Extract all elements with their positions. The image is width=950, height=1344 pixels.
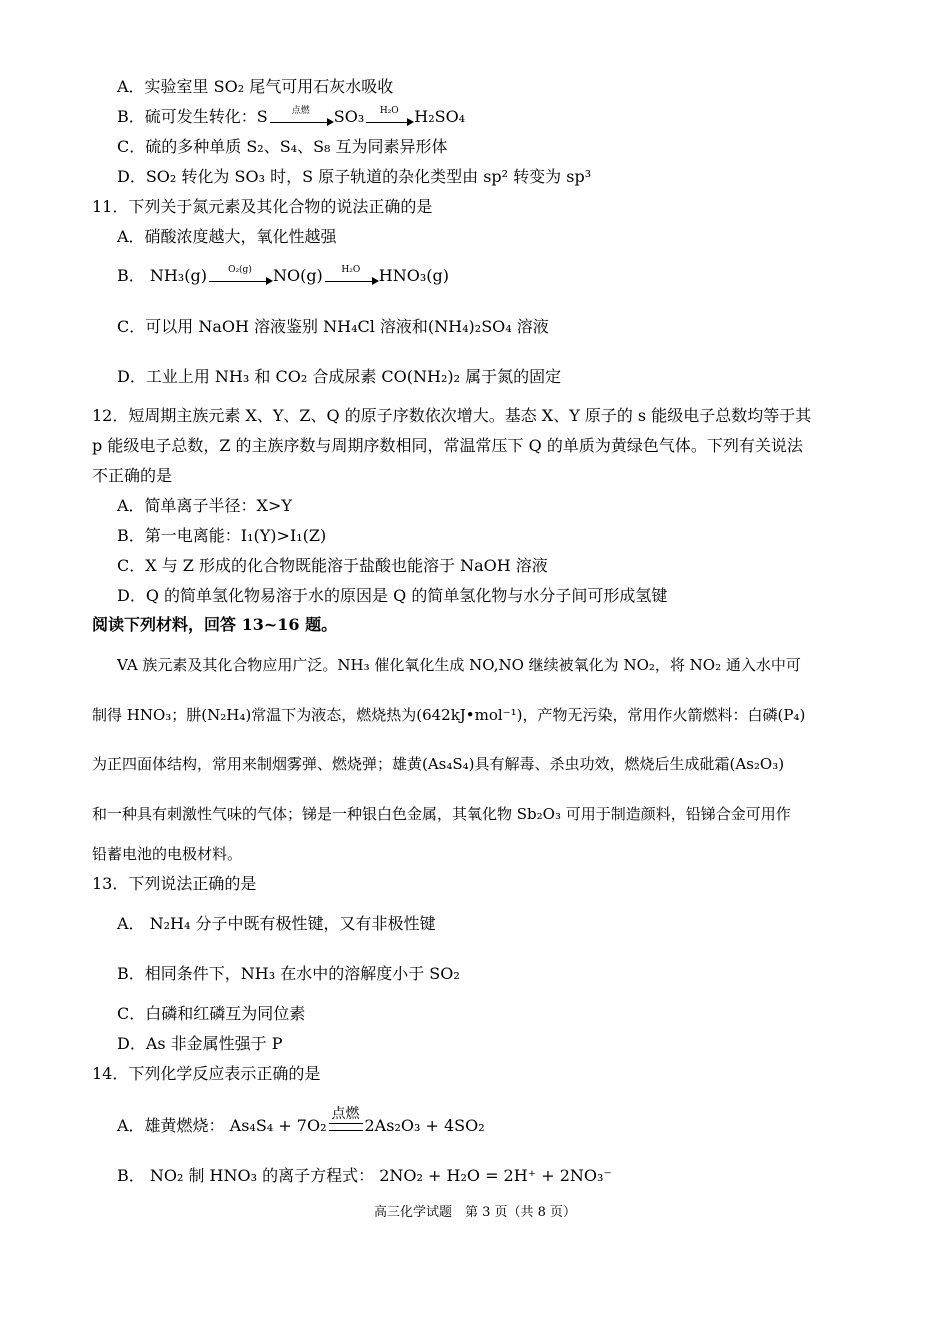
q14-a-prefix: A．雄黄燃烧： As₄S₄ + 7O₂ <box>117 1116 327 1135</box>
q12-option-c: C．X 与 Z 形成的化合物既能溶于盐酸也能溶于 NaOH 溶液 <box>117 556 548 575</box>
arrow-condition: O₂(g) <box>228 265 252 275</box>
q12-option-d: D．Q 的简单氢化物易溶于水的原因是 Q 的简单氢化物与水分子间可形成氢键 <box>117 586 668 605</box>
q11-option-d: D．工业上用 NH₃ 和 CO₂ 合成尿素 CO(NH₂)₂ 属于氮的固定 <box>117 367 562 386</box>
q11-b-prefix: B． NH₃(g) <box>117 266 207 285</box>
q13-stem: 13．下列说法正确的是 <box>92 874 257 893</box>
q11-b-end: HNO₃(g) <box>378 266 450 285</box>
q14-option-b: B． NO₂ 制 HNO₃ 的离子方程式： 2NO₂ + H₂O = 2H⁺ + 2NO₃⁻ <box>117 1166 612 1185</box>
reaction-arrow <box>325 265 377 282</box>
arrow-condition: 点燃 <box>331 1105 360 1122</box>
q14-option-a <box>117 1105 485 1137</box>
q13-option-c: C．白磷和红磷互为同位素 <box>117 1004 306 1023</box>
q14-a-end: 2As₂O₃ + 4SO₂ <box>364 1116 485 1135</box>
reaction-arrow <box>366 106 412 123</box>
reading-paragraph-line: 铅蓄电池的电极材料。 <box>92 845 243 863</box>
q10-option-a: A．实验室里 SO₂ 尾气可用石灰水吸收 <box>117 77 394 96</box>
reading-paragraph-line: 和一种具有刺激性气味的气体；锑是一种银白色金属，其氧化物 Sb₂O₃ 可用于制造颜料，铅锑合金可用作 <box>92 805 791 823</box>
q10-b-mid: SO₃ <box>333 107 365 126</box>
q11-option-c: C．可以用 NaOH 溶液鉴别 NH₄Cl 溶液和(NH₄)₂SO₄ 溶液 <box>117 317 549 336</box>
reaction-arrow <box>209 265 271 282</box>
q10-option-c: C．硫的多种单质 S₂、S₄、S₈ 互为同素异形体 <box>117 137 448 156</box>
q12-stem-line1: 12．短周期主族元素 X、Y、Z、Q 的原子序数依次增大。基态 X、Y 原子的 s 能级电子总数均等于其 <box>92 406 812 425</box>
arrow-condition: 点燃 <box>291 106 310 116</box>
q10-b-end: H₂SO₄ <box>414 107 466 126</box>
reading-heading: 阅读下列材料，回答 13~16 题。 <box>92 615 338 634</box>
reading-paragraph-line: VA 族元素及其化合物应用广泛。NH₃ 催化氧化生成 NO,NO 继续被氧化为 NO₂，将 NO₂ 通入水中可 <box>117 656 801 674</box>
q11-stem: 11．下列关于氮元素及其化合物的说法正确的是 <box>92 197 433 216</box>
q13-option-d: D．As 非金属性强于 P <box>117 1034 283 1053</box>
q14-stem: 14．下列化学反应表示正确的是 <box>92 1064 321 1083</box>
q10-b-prefix: B．硫可发生转化：S <box>117 107 268 126</box>
q12-stem-line3: 不正确的是 <box>92 466 173 485</box>
reaction-arrow <box>270 106 332 123</box>
reading-paragraph-line: 为正四面体结构，常用来制烟雾弹、燃烧弹；雄黄(As₄S₄)具有解毒、杀虫功效，燃烧后生成砒霜(As₂O₃) <box>92 755 785 773</box>
q10-option-b <box>117 106 465 128</box>
q12-stem-line2: p 能级电子总数，Z 的主族序数与周期序数相同，常温常压下 Q 的单质为黄绿色气体。下列有关说法 <box>92 436 803 455</box>
reading-paragraph-line: 制得 HNO₃；肼(N₂H₄)常温下为液态，燃烧热为(642kJ•mol⁻¹)，产物无污染，常用作火箭燃料：白磷(P₄) <box>92 706 806 724</box>
q12-option-a: A．简单离子半径：X>Y <box>117 496 292 515</box>
q11-option-b <box>117 265 449 287</box>
q10-option-d: D．SO₂ 转化为 SO₃ 时，S 原子轨道的杂化类型由 sp² 转变为 sp³ <box>117 167 592 186</box>
q13-option-b: B．相同条件下，NH₃ 在水中的溶解度小于 SO₂ <box>117 964 460 983</box>
q11-option-a: A．硝酸浓度越大，氧化性越强 <box>117 227 337 246</box>
arrow-condition: H₂O <box>341 265 361 275</box>
q13-option-a: A． N₂H₄ 分子中既有极性键，又有非极性键 <box>117 914 436 933</box>
q12-option-b: B．第一电离能：I₁(Y)>I₁(Z) <box>117 526 327 545</box>
q11-b-mid: NO(g) <box>272 266 323 285</box>
equals-condition-sign <box>329 1105 363 1131</box>
page-footer: 高三化学试题 第 3 页（共 8 页） <box>373 1205 577 1220</box>
arrow-condition: H₂O <box>379 106 399 116</box>
